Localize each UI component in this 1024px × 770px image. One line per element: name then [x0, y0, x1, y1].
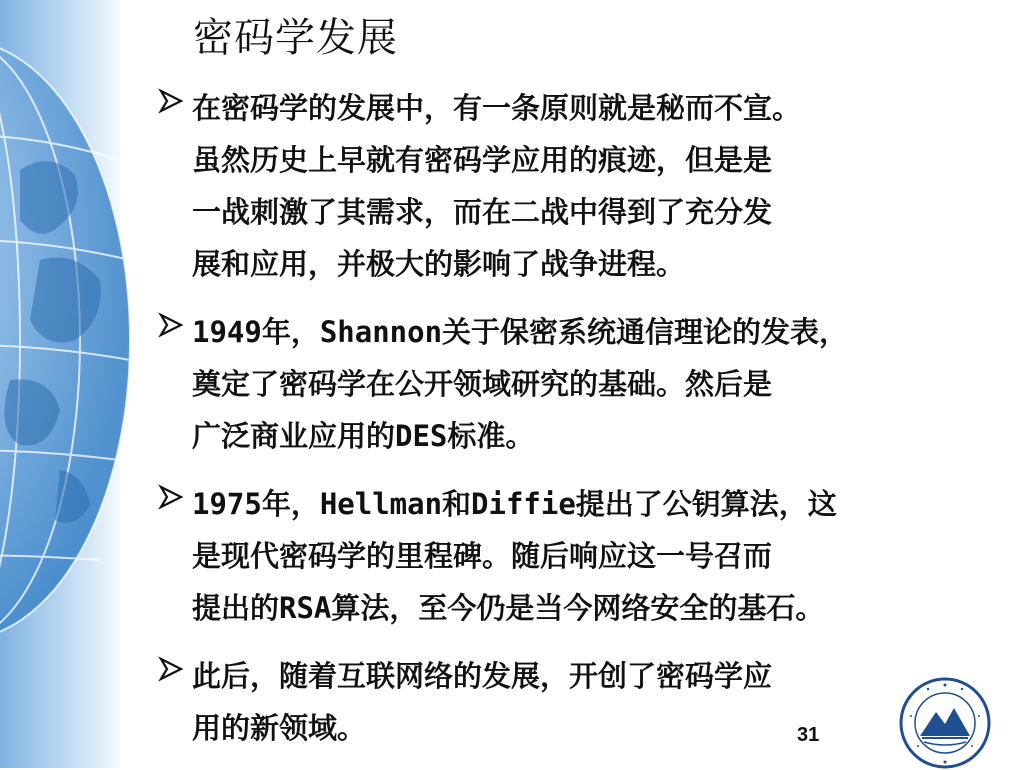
bullet-line: 展和应用，并极大的影响了战争进程。: [192, 247, 686, 281]
university-seal-icon: [898, 676, 992, 770]
arrow-bullet-icon: [158, 656, 184, 682]
bullet-line: 1949年，Shannon关于保密系统通信理论的发表，: [192, 315, 849, 349]
slide-title: 密码学发展: [193, 15, 398, 61]
bullet-line: 是现代密码学的里程碑。随后响应这一号召而: [192, 539, 773, 573]
bullet-item: [158, 478, 1024, 634]
arrow-bullet-icon: [158, 88, 184, 114]
bullet-line: 此后，随着互联网络的发展，开创了密码学应: [192, 659, 773, 693]
bullet-item: [158, 306, 1024, 462]
bullet-item: [158, 650, 1024, 754]
page-number: 31: [797, 724, 820, 746]
bullet-line: 广泛商业应用的DES标准。: [192, 419, 535, 453]
bullet-line: 提出的RSA算法，至今仍是当今网络安全的基石。: [192, 591, 825, 625]
arrow-bullet-icon: [158, 312, 184, 338]
bullet-line: 用的新领域。: [192, 711, 367, 745]
bullet-line: 1975年，Hellman和Diffie提出了公钥算法，这: [192, 487, 837, 521]
bullet-line: 虽然历史上早就有密码学应用的痕迹，但是是: [192, 143, 773, 177]
arrow-bullet-icon: [158, 484, 184, 510]
bullet-item: [158, 82, 1024, 290]
bullet-line: 在密码学的发展中，有一条原则就是秘而不宣。: [192, 91, 802, 125]
globe-icon: [0, 0, 160, 768]
bullet-line: 一战刺激了其需求，而在二战中得到了充分发: [192, 195, 773, 229]
bullet-list: [158, 82, 1024, 770]
bullet-line: 奠定了密码学在公开领域研究的基础。然后是: [192, 367, 773, 401]
